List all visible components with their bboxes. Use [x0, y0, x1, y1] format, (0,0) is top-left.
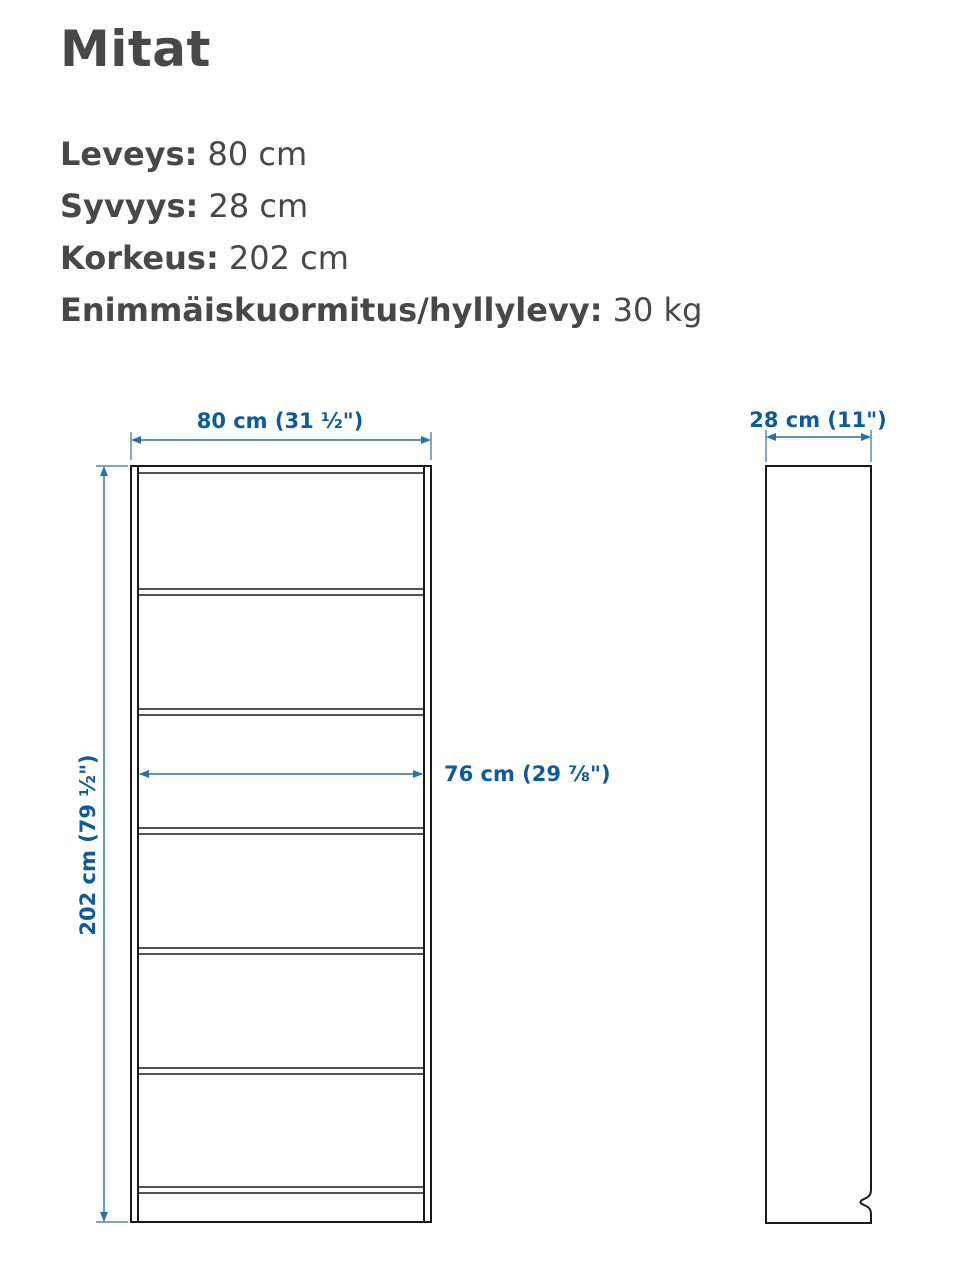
spec-width-label: Leveys:: [60, 135, 198, 173]
shelf-3: [138, 828, 424, 834]
depth-label: 28 cm (11"): [749, 408, 887, 432]
width-dimension: [131, 409, 431, 460]
inner-width-arrow-left: [139, 770, 149, 778]
bookcase-side-view: [766, 466, 871, 1223]
bookcase-front-view: [131, 466, 431, 1222]
width-label: 80 cm (31 ½"): [196, 409, 364, 433]
left-side-panel: [131, 466, 138, 1222]
height-label: 202 cm (79 ½"): [76, 754, 100, 936]
height-arrow-bottom: [100, 1212, 108, 1222]
width-arrow-left: [131, 436, 141, 444]
right-side-panel: [424, 466, 431, 1222]
spec-max-load-value: 30 kg: [612, 291, 703, 329]
spec-depth-value: 28 cm: [208, 187, 309, 225]
height-dimension: [76, 466, 128, 1222]
depth-arrow-right: [861, 433, 871, 441]
shelf-bottom: [138, 1187, 424, 1193]
inner-width-arrow-right: [413, 770, 423, 778]
shelf-5: [138, 1068, 424, 1074]
shelf-1: [138, 589, 424, 595]
depth-dimension: [749, 408, 887, 462]
height-arrow-top: [100, 466, 108, 476]
spec-height-label: Korkeus:: [60, 239, 219, 277]
shelf-4: [138, 948, 424, 954]
width-arrow-right: [421, 436, 431, 444]
inner-width-dimension: [139, 762, 611, 786]
shelf-2: [138, 709, 424, 715]
spec-depth-label: Syvyys:: [60, 187, 199, 225]
spec-height-value: 202 cm: [228, 239, 349, 277]
spec-max-load-label: Enimmäiskuormitus/hyllylevy:: [60, 291, 603, 329]
inner-width-label: 76 cm (29 ⅞"): [444, 762, 611, 786]
side-panel-outline: [766, 466, 871, 1223]
spec-width-value: 80 cm: [207, 135, 308, 173]
depth-arrow-left: [766, 433, 776, 441]
page-title: Mitat: [60, 20, 211, 78]
